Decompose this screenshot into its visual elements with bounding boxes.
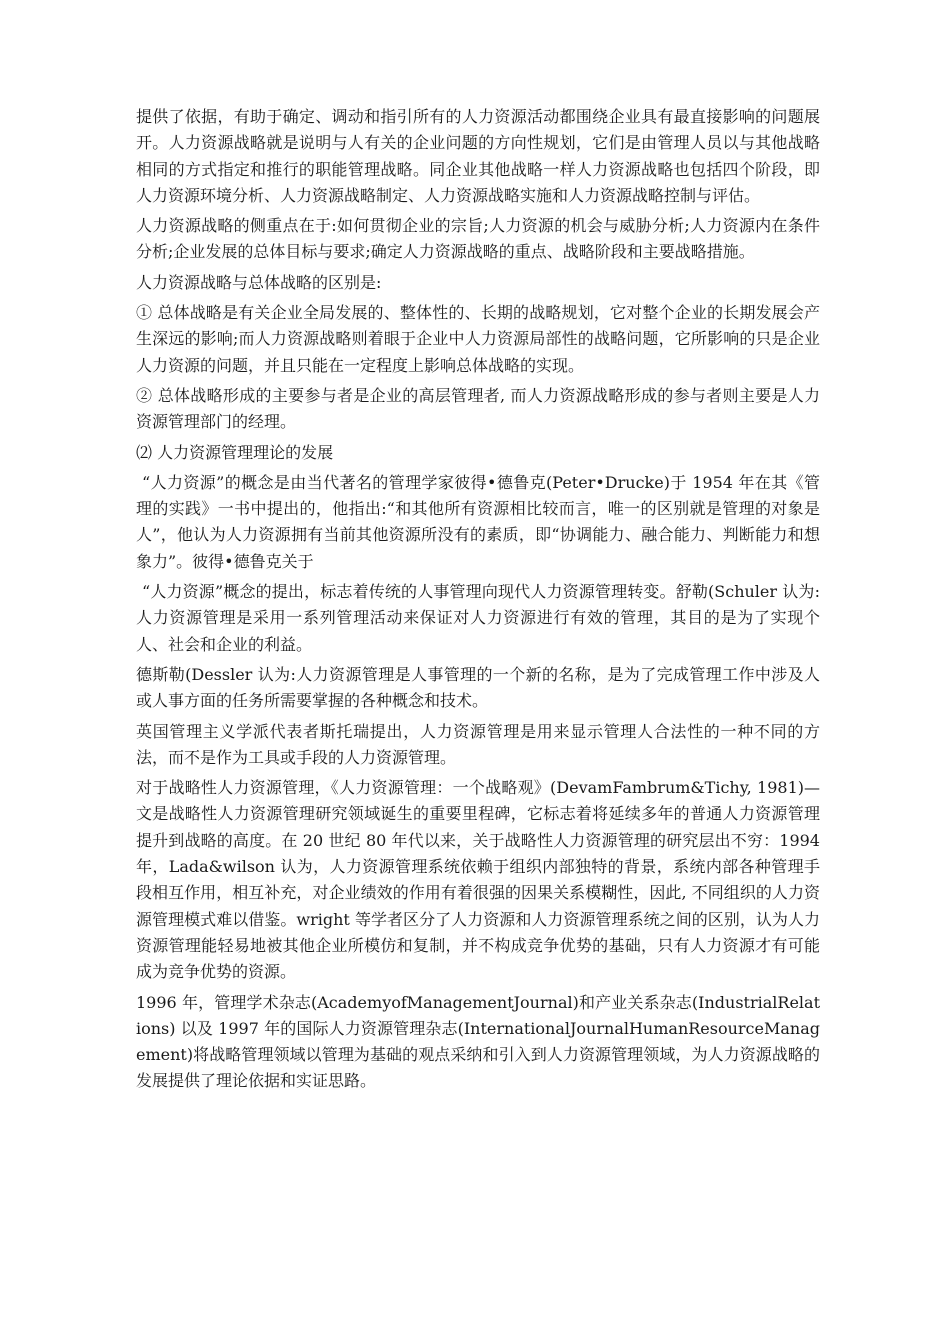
paragraph-difference-1: ① 总体战略是有关企业全局发展的、整体性的、长期的战略规划，它对整个企业的长期发展会产生深远的影响;而人力资源战略则着眼于企业中人力资源局部性的战略问题，它所影响的只是企业人力资源的问题，并且只能在一定程度上影响总体战略的实现。: [136, 303, 820, 375]
paragraph-storey: 英国管理主义学派代表者斯托瑞提出，人力资源管理是用来显示管理人合法性的一种不同的方法，而不是作为工具或手段的人力资源管理。: [136, 721, 820, 767]
paragraph-hr-strategy-basis: 提供了依据，有助于确定、调动和指引所有的人力资源活动都围绕企业具有最直接影响的问题展开。人力资源战略就是说明与人有关的企业问题的方向性规划，它们是由管理人员以与其他战略相同的方式指定和推行的职能管理战略。同企业其他战略一样人力资源战略也包括四个阶段，即人力资源环境分析、人力资源战略制定、人力资源战略实施和人力资源战略控制与评估。: [136, 107, 820, 205]
paragraph-strategic-hrm: 对于战略性人力资源管理，《人力资源管理：一个战略观》(DevamFambrum&Tichy, 1981)—文是战略性人力资源管理研究领域诞生的重要里程碑，它标志着将延续多年的普通人力资源管理提升到战略的高度。在 20 世纪 80 年代以来，关于战略性人力资源管理的研究层出不穷：1994 年，Lada&wilson 认为，人力资源管理系统依赖于组织内部独特的背景，系统内部各种管理手段相互作用，相互补充，对企业绩效的作用有着很强的因果关系模糊性，因此, 不同组织的人力资源管理模式难以借鉴。wright 等学者区分了人力资源和人力资源管理系统之间的区别，认为人力资源管理能轻易地被其他企业所模仿和复制，并不构成竞争优势的基础，只有人力资源才有可能成为竞争优势的资源。: [136, 778, 820, 982]
document-body: [136, 104, 820, 1095]
paragraph-difference-intro: 人力资源战略与总体战略的区别是:: [136, 272, 382, 292]
paragraph-difference-2: ② 总体战略形成的主要参与者是企业的高层管理者, 而人力资源战略形成的参与者则主要是人力资源管理部门的经理。: [136, 385, 820, 432]
paragraph-journals: 1996 年，管理学术杂志(AcademyofManagementJournal)和产业关系杂志(IndustrialRelations) 以及 1997 年的国际人力资源管理杂志(InternationalJournalHumanResourceManagement)将战略管理领域以管理为基础的观点采纳和引入到人力资源管理领域，为人力资源战略的发展提供了理论依据和实证思路。: [136, 992, 820, 1091]
section-heading-hr-theory: ⑵ 人力资源管理理论的发展: [136, 442, 334, 462]
paragraph-drucker: “人力资源”的概念是由当代著名的管理学家彼得•德鲁克(Peter•Drucke)于 1954 年在其《管理的实践》一书中提出的，他指出:“和其他所有资源相比较而言，唯一的区别就是管理的对象是人”，他认为人力资源拥有当前其他资源所没有的素质，即“协调能力、融合能力、判断能力和想象力”。彼得•德鲁克关于: [136, 472, 820, 571]
paragraph-dessler: 德斯勒(Dessler 认为:人力资源管理是人事管理的一个新的名称，是为了完成管理工作中涉及人或人事方面的任务所需要掌握的各种概念和技术。: [136, 664, 820, 711]
paragraph-hr-strategy-focus: 人力资源战略的侧重点在于:如何贯彻企业的宗旨;人力资源的机会与威胁分析;人力资源内在条件分析;企业发展的总体目标与要求;确定人力资源战略的重点、战略阶段和主要战略措施。: [136, 216, 820, 262]
paragraph-schuler: “人力资源”概念的提出，标志着传统的人事管理向现代人力资源管理转变。舒勒(Schuler 认为:人力资源管理是采用一系列管理活动来保证对人力资源进行有效的管理，其目的是为了实现个人、社会和企业的利益。: [136, 582, 820, 654]
